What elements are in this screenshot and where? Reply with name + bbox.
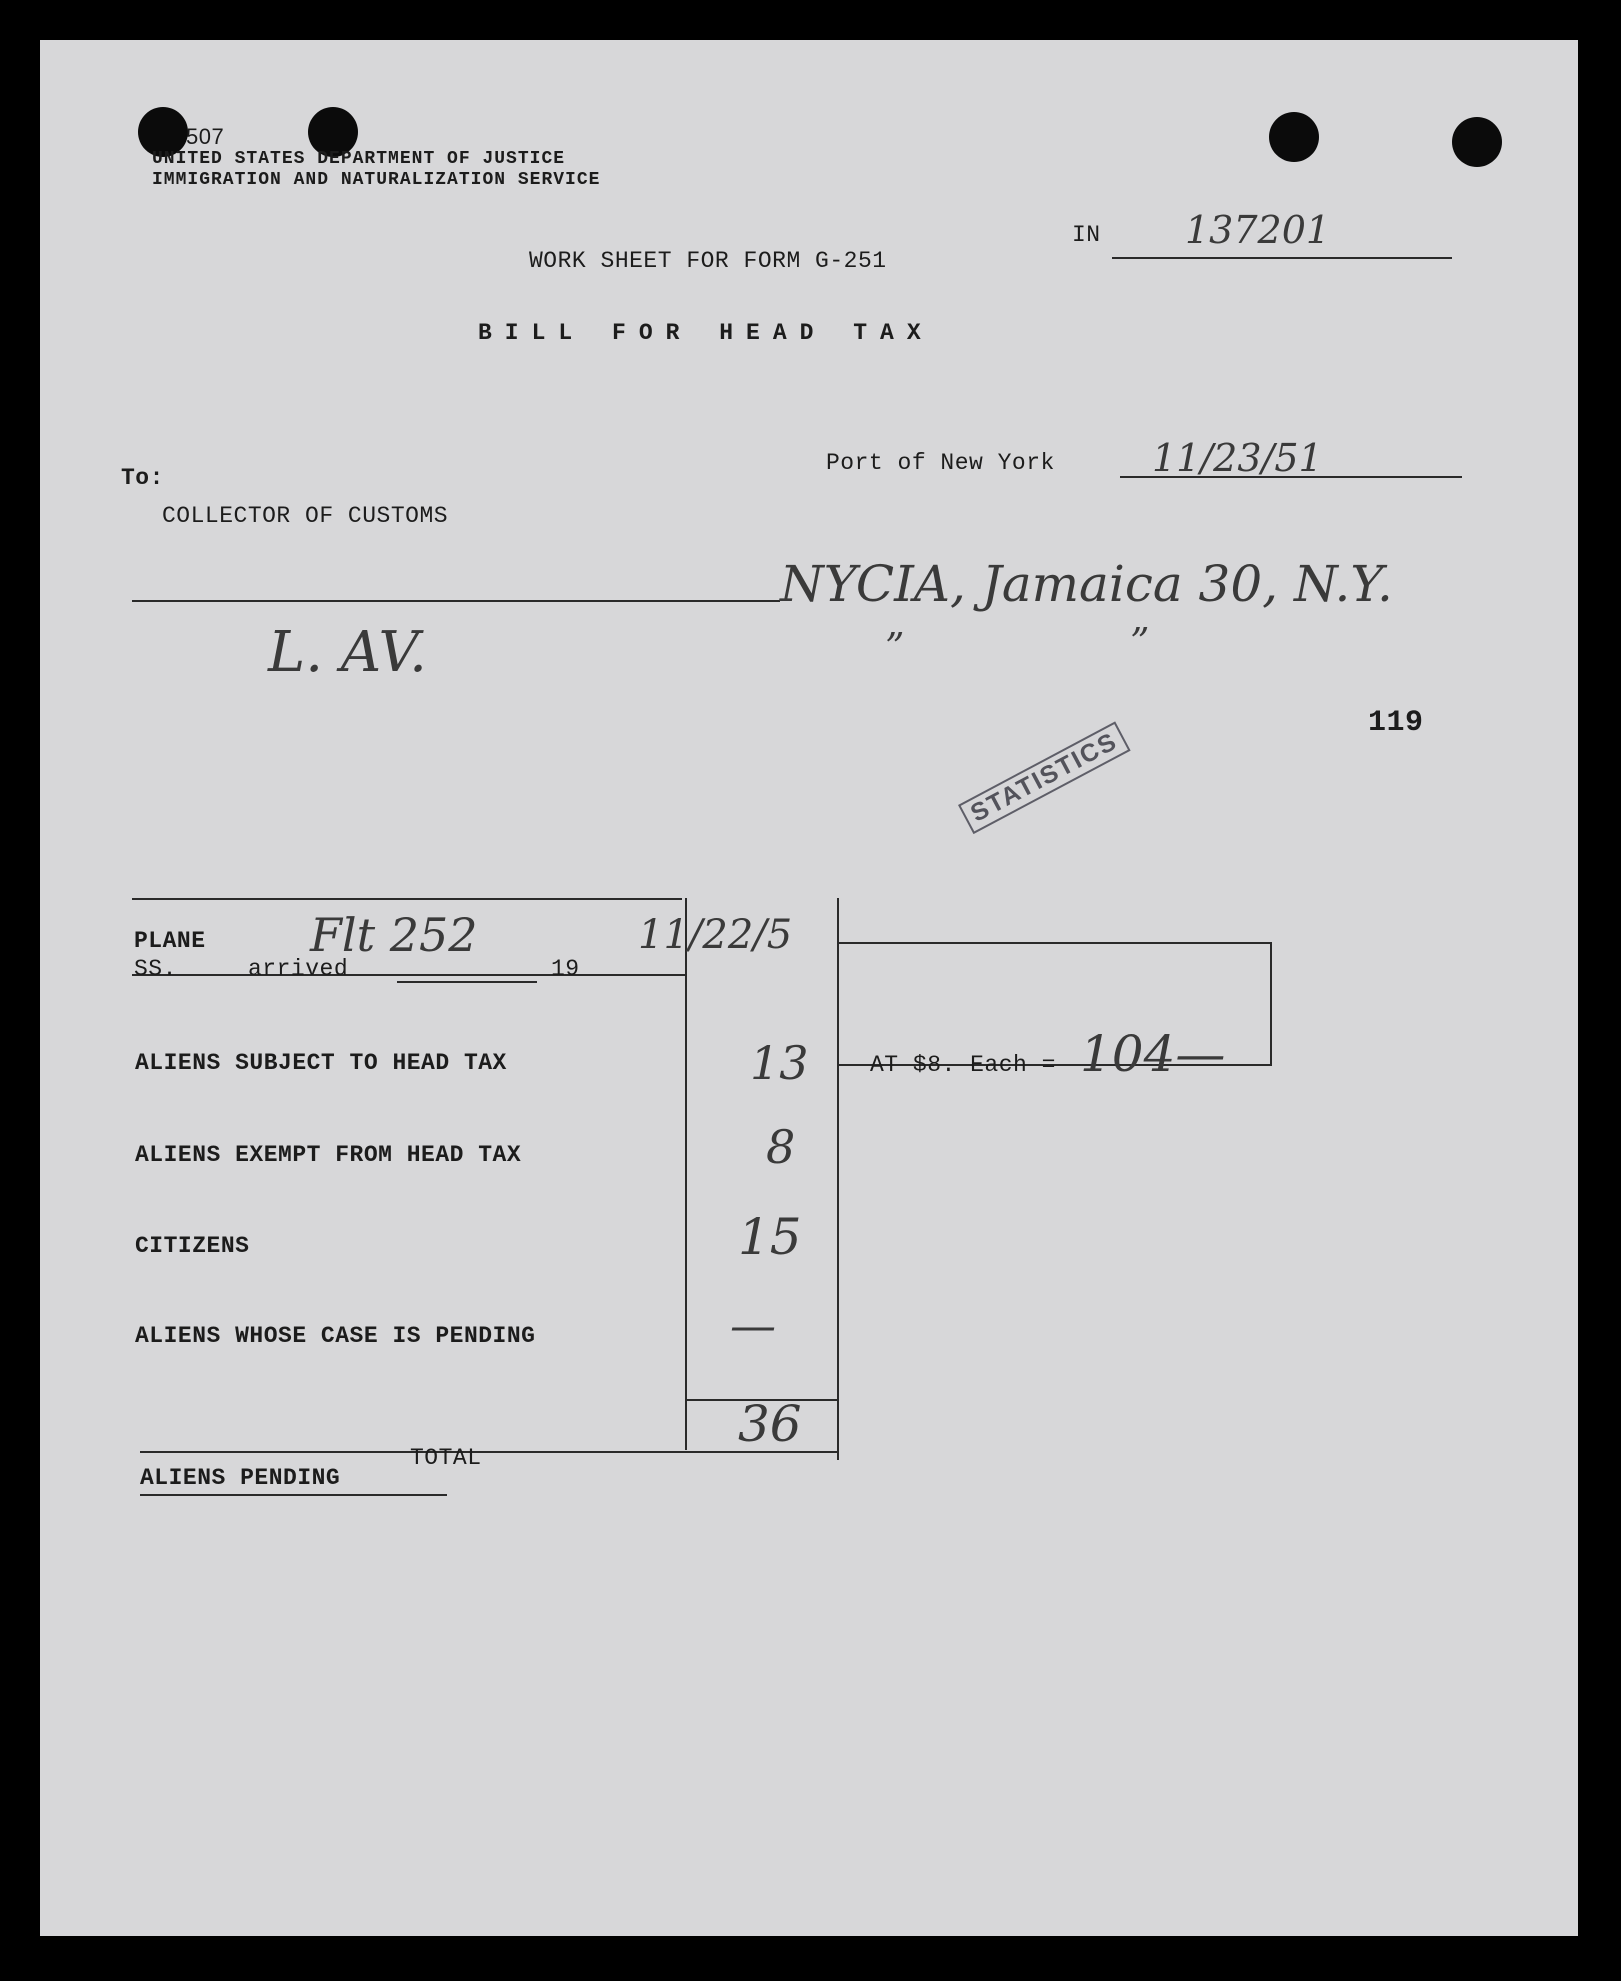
aliens-pending-underline (140, 1494, 447, 1496)
statistics-stamp: STATISTICS (958, 721, 1131, 834)
ditto-mark: ” (885, 625, 905, 669)
plane-label: PLANE (134, 928, 206, 954)
aliens-pending-label: ALIENS PENDING (140, 1465, 341, 1491)
tally-column-right (837, 898, 839, 1460)
form-number: 507 (186, 124, 225, 149)
arrived-label: arrived (248, 956, 349, 982)
punch-hole (1452, 117, 1502, 167)
row-label-exempt: ALIENS EXEMPT FROM HEAD TAX (135, 1142, 522, 1168)
total-handwritten: 36 (738, 1395, 802, 1453)
count-exempt: 8 (766, 1120, 796, 1174)
in-label: IN (1072, 222, 1101, 248)
tally-column-left (685, 898, 687, 1450)
worksheet-title: WORK SHEET FOR FORM G-251 (529, 248, 887, 274)
table-top-rule (132, 898, 682, 900)
page-number: 119 (1368, 706, 1424, 740)
port-date-handwritten: 11/23/51 (1152, 436, 1323, 480)
count-pending: — (730, 1298, 776, 1352)
flight-handwritten: Flt 252 (310, 908, 478, 962)
row-label-pending: ALIENS WHOSE CASE IS PENDING (135, 1323, 536, 1349)
ditto-mark: ” (1130, 620, 1150, 664)
table-bottom-rule (140, 1451, 838, 1453)
arrival-date-handwritten: 11/22/5 (638, 912, 793, 958)
handwritten-note: L. AV. (268, 620, 427, 685)
to-label: To: (121, 465, 164, 491)
row-label-subject-to-tax: ALIENS SUBJECT TO HEAD TAX (135, 1050, 507, 1076)
row-label-citizens: CITIZENS (135, 1233, 250, 1259)
port-label: Port of New York (826, 450, 1055, 476)
count-citizens: 15 (738, 1208, 802, 1266)
amount-box-right (1270, 942, 1272, 1066)
bill-title: BILL FOR HEAD TAX (478, 320, 934, 346)
year-prefix: 19 (551, 956, 580, 982)
tax-rate-label: AT $8. Each = (870, 1052, 1056, 1078)
arrived-date-underline (397, 981, 537, 983)
in-number-handwritten: 137201 (1185, 208, 1331, 252)
punch-hole (1269, 112, 1319, 162)
count-subject-to-tax: 13 (750, 1036, 809, 1090)
recipient: COLLECTOR OF CUSTOMS (162, 503, 449, 529)
in-underline (1112, 257, 1452, 259)
address-underline (132, 600, 780, 602)
agency-line-1: UNITED STATES DEPARTMENT OF JUSTICE (152, 149, 566, 169)
document-sheet (40, 40, 1578, 1936)
address-handwritten: NYCIA, Jamaica 30, N.Y. (780, 555, 1393, 613)
amount-box-top (839, 942, 1272, 944)
arrival-underline (132, 974, 685, 976)
ss-label: SS. (134, 956, 177, 982)
total-label: TOTAL (410, 1445, 482, 1471)
agency-line-2: IMMIGRATION AND NATURALIZATION SERVICE (152, 170, 601, 190)
tax-amount-handwritten: 104— (1080, 1025, 1226, 1083)
